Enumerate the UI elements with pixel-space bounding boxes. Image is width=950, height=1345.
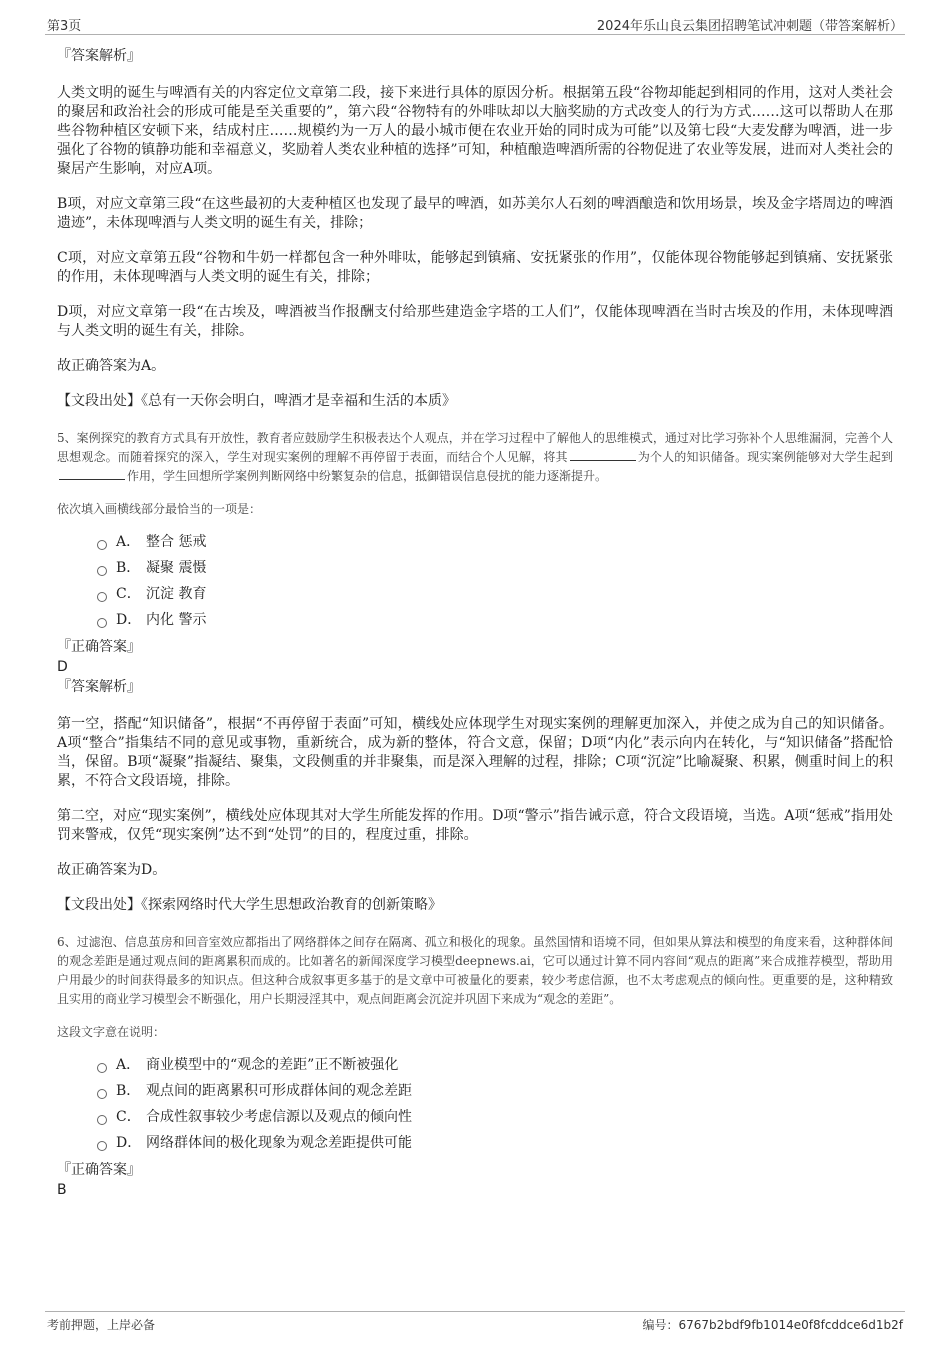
q4-analysis-p1: 人类文明的诞生与啤酒有关的内容定位文章第二段，接下来进行具体的原因分析。根据第五段“谷物却能起到相同的作用，这对人类社会的聚居和政治社会的形成可能是至关重要的”，第六段“谷物特有的外啡呔却以大脑奖励的方式改变人的行为方式……这可以帮助人在那些谷物种植区安顿下来，结成村庄……规模约为一万人的最小城市便在农业开始的同时成为可能”以及第七段“大麦发酵为啤酒，进一步强化了谷物的镇静功能和幸福意义，奖励着人类农业种植的选择”可知，种植酿造啤酒所需的谷物促进了农业等发展，进而对人类社会的聚居产生影响，对应A项。 (57, 85, 893, 177)
q4-analysis-p2: B项，对应文章第三段“在这些最初的大麦种植区也发现了最早的啤酒，如苏美尔人石刻的啤酒酿造和饮用场景，埃及金字塔周边的啤酒遗迹”，未体现啤酒与人类文明的诞生有关，排除； (57, 196, 893, 231)
q5-option-c[interactable] (97, 585, 893, 604)
page-number: 第3页 (47, 19, 82, 34)
radio-icon[interactable] (97, 540, 107, 550)
q5-option-d[interactable] (97, 611, 893, 630)
q6-option-c[interactable] (97, 1108, 893, 1127)
q4-conclusion: 故正确答案为A。 (57, 358, 166, 374)
q5-option-b[interactable] (97, 559, 893, 578)
option-text: 内化 警示 (146, 612, 207, 628)
option-text: 合成性叙事较少考虑信源以及观点的倾向性 (146, 1109, 412, 1125)
page-content (57, 40, 893, 1200)
option-text: 商业模型中的“观念的差距”正不断被强化 (146, 1057, 399, 1073)
q6-options (57, 1056, 893, 1153)
q6-correct-label: 『正确答案』 (57, 1162, 141, 1178)
q6-option-b[interactable] (97, 1082, 893, 1101)
fill-blank-2 (59, 467, 125, 480)
option-letter: D． (116, 612, 142, 628)
option-text: 沉淀 教育 (146, 586, 207, 602)
q5-text-c: 作用，学生回想所学案例判断网络中纷繁复杂的信息，抵御错误信息侵扰的能力逐渐提升。 (127, 469, 608, 483)
q5-source: 【文段出处】《探索网络时代大学生思想政治教育的创新策略》 (57, 897, 442, 913)
option-letter: B． (116, 560, 141, 576)
radio-icon[interactable] (97, 618, 107, 628)
radio-icon[interactable] (97, 1063, 107, 1073)
fill-blank-1 (570, 448, 636, 461)
option-letter: A． (116, 534, 141, 550)
radio-icon[interactable] (97, 592, 107, 602)
q5-options (57, 533, 893, 630)
q5-answer: D (57, 659, 68, 675)
option-text: 观点间的距离累积可形成群体间的观念差距 (146, 1083, 412, 1099)
radio-icon[interactable] (97, 1115, 107, 1125)
footer-code-block (642, 1316, 903, 1333)
radio-icon[interactable] (97, 1089, 107, 1099)
option-text: 网络群体间的极化现象为观念差距提供可能 (146, 1135, 412, 1151)
q4-source: 【文段出处】《总有一天你会明白，啤酒才是幸福和生活的本质》 (57, 393, 456, 409)
option-text: 整合 惩戒 (146, 534, 207, 550)
q5-option-a[interactable] (97, 533, 893, 552)
q4-analysis-p3: C项，对应文章第五段“谷物和牛奶一样都包含一种外啡呔，能够起到镇痛、安抚紧张的作用”，仅能体现谷物能够起到镇痛、安抚紧张的作用，未体现啤酒与人类文明的诞生有关，排除； (57, 250, 893, 285)
radio-icon[interactable] (97, 566, 107, 576)
option-letter: C． (116, 586, 141, 602)
page-footer (45, 1311, 905, 1334)
q5-question-text (57, 429, 893, 486)
q5-text-b: 为个人的知识储备。现实案例能够对大学生起到 (637, 450, 893, 464)
q5-conclusion: 故正确答案为D。 (57, 862, 167, 878)
q6-prompt: 这段文字意在说明： (57, 1025, 166, 1039)
q5-analysis-p2: 第二空，对应“现实案例”，横线处应体现其对大学生所能发挥的作用。D项“警示”指告诫示意，符合文段语境，当选。A项“惩戒”指用处罚来警戒，仅凭“现实案例”达不到“处罚”的目的，程度过重，排除。 (57, 808, 893, 843)
option-text: 凝聚 震慑 (146, 560, 207, 576)
q6-question-text: 6、过滤泡、信息茧房和回音室效应都指出了网络群体之间存在隔离、孤立和极化的现象。虽然国情和语境不同，但如果从算法和模型的角度来看，这种群体间的观念差距是通过观点间的距离累积而成的。比如著名的新闻深度学习模型deepnews.ai，它可以通过计算不同内容间“观点的距离”来合成推荐模型，帮助用户用最少的时间获得最多的知识点。但这种合成叙事更多基于的是文章中可被量化的要素，较少考虑信源，也不太考虑观点的倾向性。更重要的是，这种精致且实用的商业学习模型会不断强化，用户长期浸淫其中，观点间距离会沉淀并巩固下来成为“观念的差距”。 (57, 935, 893, 1006)
q6-option-a[interactable] (97, 1056, 893, 1075)
page-header (45, 14, 905, 35)
q4-analysis-label: 『答案解析』 (57, 48, 141, 64)
q5-analysis-label: 『答案解析』 (57, 679, 141, 695)
footer-slogan: 考前押题，上岸必备 (47, 1318, 156, 1332)
q6-answer: B (57, 1182, 67, 1198)
footer-code-label: 编号： (642, 1318, 679, 1332)
option-letter: D． (116, 1135, 142, 1151)
q5-text-a: 5、案例探究的教育方式具有开放性，教育者应鼓励学生积极表达个人观点，并在学习过程中了解他人的思维模式，通过对比学习弥补个人思维漏洞，完善个人思想观念。而随着探究的深入，学生对现实案例的理解不再停留于表面，而结合个人见解，将其 (57, 431, 893, 464)
q5-prompt: 依次填入画横线部分最恰当的一项是： (57, 502, 262, 516)
radio-icon[interactable] (97, 1141, 107, 1151)
footer-code: 6767b2bdf9fb1014e0f8fcddce6d1b2f (678, 1318, 903, 1332)
option-letter: B． (116, 1083, 141, 1099)
document-title: 2024年乐山良云集团招聘笔试冲刺题（带答案解析） (596, 19, 903, 34)
q5-analysis-p1: 第一空，搭配“知识储备”，根据“不再停留于表面”可知，横线处应体现学生对现实案例的理解更加深入，并使之成为自己的知识储备。A项“整合”指集结不同的意见或事物，重新统合，成为新的整体，符合文意，保留；D项“内化”表示向内在转化，与“知识储备”搭配恰当，保留。B项“凝聚”指凝结、聚集，文段侧重的并非聚集，而是深入理解的过程，排除；C项“沉淀”比喻凝聚、积累，侧重时间上的积累，不符合文段语境，排除。 (57, 716, 893, 789)
q4-analysis-p4: D项，对应文章第一段“在古埃及，啤酒被当作报酬支付给那些建造金字塔的工人们”，仅能体现啤酒在当时古埃及的作用，未体现啤酒与人类文明的诞生有关，排除。 (57, 304, 893, 339)
q6-option-d[interactable] (97, 1134, 893, 1153)
option-letter: A． (116, 1057, 141, 1073)
q5-correct-label: 『正确答案』 (57, 639, 141, 655)
option-letter: C． (116, 1109, 141, 1125)
